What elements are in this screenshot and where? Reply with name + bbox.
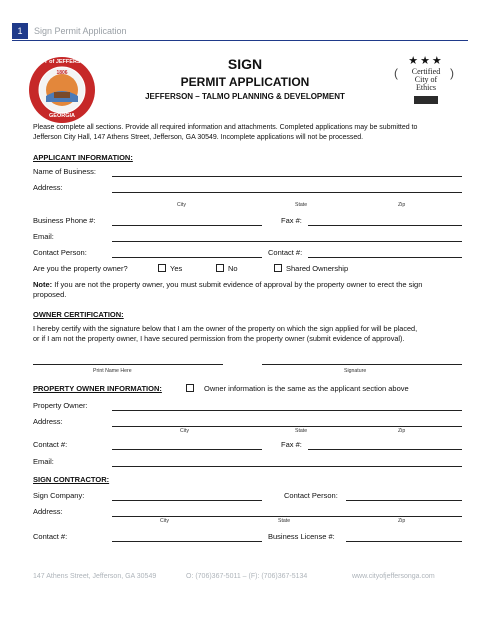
yes-checkbox[interactable] <box>158 264 166 272</box>
ethics-line2: City of <box>414 75 438 84</box>
intro-line1: Please complete all sections. Provide all required information and attachments. Completed applications may be submitted to <box>33 124 418 131</box>
contractor-contact-number-field[interactable] <box>112 541 262 542</box>
contractor-contact-person-label: Contact Person: <box>284 491 338 500</box>
sign-company-label: Sign Company: <box>33 491 85 500</box>
gma-mark-icon <box>414 96 438 104</box>
ethics-line3: Ethics <box>416 83 436 92</box>
owner-note <box>33 280 463 290</box>
footer-website[interactable]: www.cityofjeffersonga.com <box>352 573 435 580</box>
applicant-email-field[interactable] <box>112 241 462 242</box>
business-name-field[interactable] <box>112 176 462 177</box>
business-license-field[interactable] <box>346 541 462 542</box>
applicant-heading: APPLICANT INFORMATION: <box>33 153 133 162</box>
applicant-fax-field[interactable] <box>308 225 462 226</box>
contact-person-label: Contact Person: <box>33 248 87 257</box>
property-owner-label: Property Owner: <box>33 401 88 410</box>
contractor-contact-person-field[interactable] <box>346 500 462 501</box>
print-name-field[interactable] <box>33 364 223 365</box>
owner-address-field[interactable] <box>112 426 462 427</box>
applicant-contact-number-field[interactable] <box>308 257 462 258</box>
owner-yes-option[interactable] <box>158 264 182 274</box>
contractor-address-label: Address: <box>33 507 63 516</box>
signature-field[interactable] <box>262 364 462 365</box>
department-name: JEFFERSON – TALMO PLANNING & DEVELOPMENT <box>145 92 345 101</box>
no-label: No <box>228 264 238 273</box>
print-name-caption: Print Name Here <box>93 368 132 374</box>
owner-email-label: Email: <box>33 457 54 466</box>
owner-address-label: Address: <box>33 417 63 426</box>
owner-certification-heading: OWNER CERTIFICATION: <box>33 310 124 319</box>
property-owner-heading: PROPERTY OWNER INFORMATION: <box>33 384 162 393</box>
certification-line1: I hereby certify with the signature below that I am the owner of the property on which the sign applied for will be placed, <box>33 324 418 333</box>
property-owner-field[interactable] <box>112 410 462 411</box>
owner-fax-field[interactable] <box>308 449 462 450</box>
contractor-city-caption: City <box>160 518 169 524</box>
business-phone-field[interactable] <box>112 225 262 226</box>
applicant-city-caption: City <box>177 202 186 208</box>
applicant-fax-label: Fax #: <box>281 216 302 225</box>
contractor-zip-caption: Zip <box>398 518 406 524</box>
same-as-applicant-checkbox[interactable] <box>186 384 194 392</box>
applicant-email-label: Email: <box>33 232 54 241</box>
seal-top-text: CITY of JEFFERSON <box>35 59 89 65</box>
page-number-badge: 1 <box>12 23 28 39</box>
owner-contact-number-field[interactable] <box>112 449 262 450</box>
same-as-applicant-option[interactable] <box>186 384 409 394</box>
owner-email-field[interactable] <box>112 466 462 467</box>
laurel-right-icon: ) <box>450 66 454 80</box>
form-title: SIGN <box>227 56 263 72</box>
owner-shared-option[interactable] <box>274 264 348 274</box>
no-checkbox[interactable] <box>216 264 224 272</box>
header-title: Sign Permit Application <box>34 26 127 36</box>
contractor-address-field[interactable] <box>112 516 462 517</box>
certification-line2: or if I am not the property owner, I have secured permission from the property owner (submit evidence of approval). <box>33 334 405 343</box>
signature-caption: Signature <box>344 368 367 374</box>
applicant-state-caption: State <box>295 202 308 208</box>
sign-company-field[interactable] <box>112 500 262 501</box>
ethics-line1: Certified <box>411 67 441 76</box>
footer-phones: O: (706)367-5011 – (F): (706)367-5134 <box>186 573 308 580</box>
note-line2: proposed. <box>33 290 67 299</box>
applicant-address-field[interactable] <box>112 192 462 193</box>
business-phone-label: Business Phone #: <box>33 216 96 225</box>
contractor-contact-number-label: Contact #: <box>33 532 68 541</box>
contact-person-field[interactable] <box>112 257 262 258</box>
header-divider <box>12 40 468 41</box>
business-license-label: Business License #: <box>268 532 335 541</box>
yes-label: Yes <box>170 264 183 273</box>
owner-zip-caption: Zip <box>398 428 406 434</box>
form-subtitle: PERMIT APPLICATION <box>180 75 310 89</box>
owner-state-caption: State <box>295 428 308 434</box>
note-label: Note: <box>33 280 53 289</box>
shared-ownership-checkbox[interactable] <box>274 264 282 272</box>
same-as-applicant-label: Owner information is the same as the applicant section above <box>204 384 409 393</box>
applicant-zip-caption: Zip <box>398 202 406 208</box>
owner-no-option[interactable] <box>216 264 238 274</box>
owner-fax-label: Fax #: <box>281 440 302 449</box>
seal-year: 1806 <box>56 70 68 76</box>
applicant-contact-number-label: Contact #: <box>268 248 303 257</box>
city-seal <box>28 56 96 124</box>
laurel-left-icon: ( <box>394 66 398 80</box>
owner-contact-number-label: Contact #: <box>33 440 68 449</box>
footer-address: 147 Athens Street, Jefferson, GA 30549 <box>33 573 157 580</box>
business-name-label: Name of Business: <box>33 167 96 176</box>
sign-contractor-heading: SIGN CONTRACTOR: <box>33 475 110 484</box>
intro-line2: Jefferson City Hall, 147 Athens Street, Jefferson, GA 30549. Incomplete applications will not be processed. <box>33 134 364 141</box>
property-owner-question: Are you the property owner? <box>33 264 128 273</box>
contractor-state-caption: State <box>278 518 291 524</box>
note-line1: If you are not the property owner, you must submit evidence of approval by the property owner to erect the sign <box>54 280 423 289</box>
shared-ownership-label: Shared Ownership <box>286 264 349 273</box>
seal-bottom-text: GEORGIA <box>49 113 75 119</box>
certified-city-of-ethics-logo <box>392 54 460 122</box>
stars-icon: ★★★ <box>408 55 444 67</box>
owner-city-caption: City <box>180 428 189 434</box>
applicant-address-label: Address: <box>33 183 63 192</box>
